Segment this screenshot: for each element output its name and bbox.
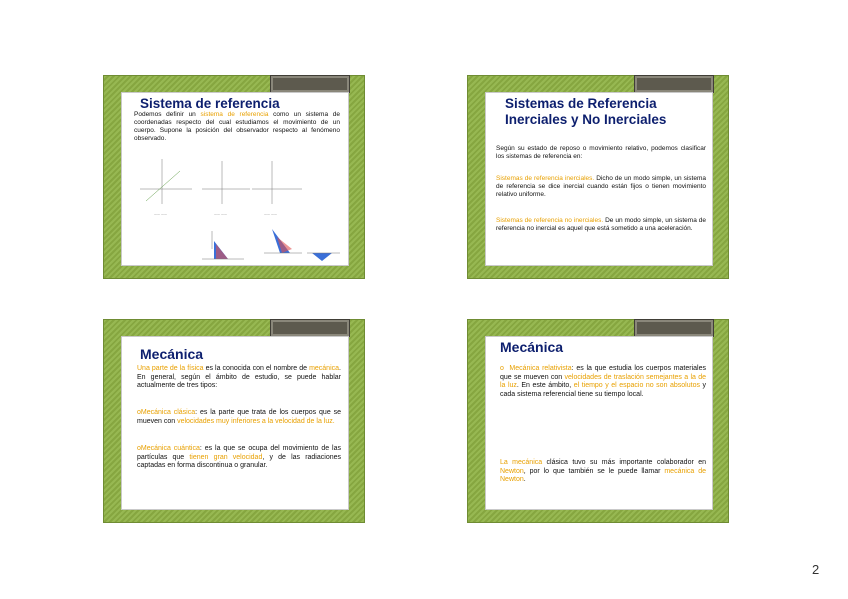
bullet-classical: oMecánica clásica: es la parte que trata de los cuerpos que se mueven con velocidades muy inferiores a la velocidad de la luz. — [137, 409, 341, 425]
slide-1 — [103, 75, 365, 279]
slide-title: Mecánica — [500, 339, 564, 355]
page-number: 2 — [812, 562, 820, 577]
slide-body: Una parte de la física es la conocida con el nombre de mecánica. En general, según el ámbito de estudio, se puede hablar actualmente de tres tipos: — [137, 365, 341, 390]
slide-tab — [634, 75, 714, 93]
slide-content — [485, 92, 713, 266]
slide-intro: Según su estado de reposo o movimiento relativo, podemos clasificar los sistemas de referencia en: — [496, 145, 706, 160]
slide-3 — [103, 319, 365, 523]
slide-title: Sistema de referencia — [140, 96, 280, 111]
slide-title: Mecánica — [140, 346, 204, 362]
bullet-quantum: oMecánica cuántica: es la que se ocupa del movimiento de las partículas que tienen gran velocidad, y de las radiaciones captadas en forma discontinua o granular. — [137, 445, 341, 470]
bullet-icon: o — [500, 365, 510, 372]
reference-frames-figure — [132, 149, 342, 265]
slide-2 — [467, 75, 729, 279]
slide-4 — [467, 319, 729, 523]
bullet-icon: o — [137, 445, 141, 452]
svg-text:—— ——: —— —— — [264, 212, 277, 216]
slide-body: Podemos definir un sistema de referencia como un sistema de coordenadas respecto del cual estudiamos el movimiento de un cuerpo. Supone la posición del observador respecto al fenómeno observado. — [134, 111, 340, 142]
slide-title: Sistemas de Referencia Inerciales y No Inerciales — [505, 96, 667, 128]
slide-tab — [270, 75, 350, 93]
slide-tab — [270, 319, 350, 337]
slide-content — [121, 336, 349, 510]
inertial-item: Sistemas de referencia inerciales. Dicho de un modo simple, un sistema de referencia se dice inercial cuando están fijos o tienen movimiento relativo uniforme. — [496, 175, 707, 198]
slide-tab — [634, 319, 714, 337]
bullet-icon: o — [137, 409, 141, 416]
slide-content — [485, 336, 713, 510]
bullet-relativistic: o Mecánica relativista: es la que estudia los cuerpos materiales que se mueven con velocidades de traslación semejantes a la de la luz. En este ámbito, el tiempo y el espacio no son absolutos y cada sistema referencial tiene su tiempo local. — [500, 365, 706, 398]
newton-paragraph: La mecánica clásica tuvo su más importante colaborador en Newton, por lo que también se le puede llamar mecánica de Newton. — [500, 459, 706, 484]
svg-text:—— ——: —— —— — [214, 212, 227, 216]
svg-text:—— ——: —— —— — [154, 212, 167, 216]
slide-content — [121, 92, 349, 266]
non-inertial-item: Sistemas de referencia no inerciales. De un modo simple, un sistema de referencia no inercial es aquel que está sometido a una aceleración. — [496, 217, 706, 232]
